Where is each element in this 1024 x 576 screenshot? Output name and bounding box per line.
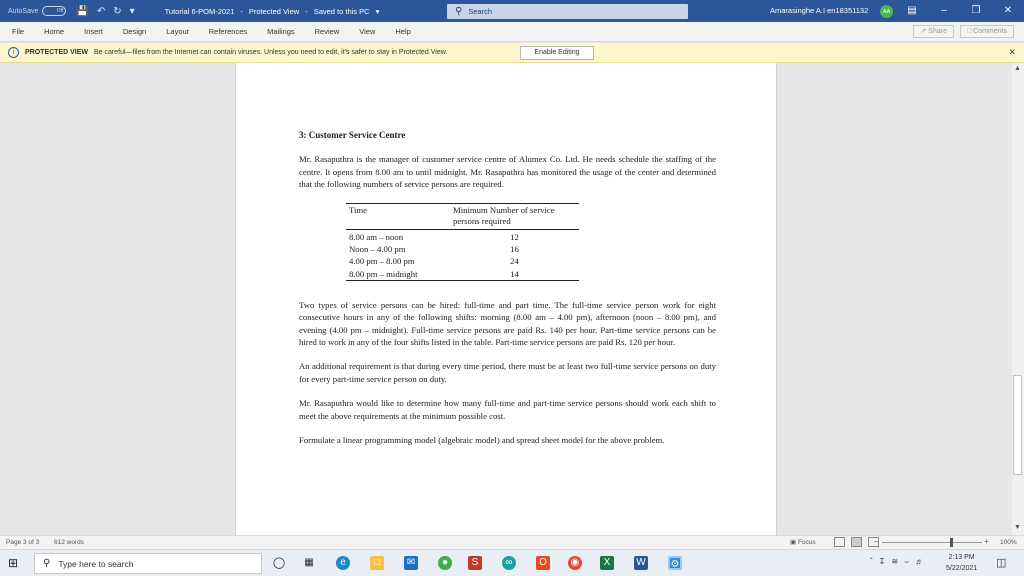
table-row (346, 229, 579, 243)
table-header-time: Time (346, 203, 450, 229)
clock-time: 2:13 PM (948, 554, 975, 561)
page-count[interactable]: Page 3 of 3 (6, 539, 40, 546)
close-icon[interactable]: ✕ (1003, 5, 1013, 16)
staffing-table (346, 203, 579, 281)
menu-review[interactable]: Review (314, 27, 340, 36)
doc-name: Tutorial 6-POM-2021 (164, 6, 235, 16)
customize-quick-access-icon[interactable]: ▾ (129, 5, 135, 17)
paragraph-task: Formulate a linear programming model (algebraic model) and spread sheet model for the above problem. (299, 435, 665, 446)
print-layout-icon[interactable] (851, 537, 862, 547)
search-box[interactable] (447, 4, 688, 19)
protected-view-message: Be careful—files from the Internet can contain viruses. Unless you need to edit, it's safer to stay in Protected View. (94, 49, 448, 56)
undo-icon[interactable]: ↶ (96, 5, 106, 17)
vertical-scrollbar[interactable] (1012, 63, 1024, 535)
table-cell-time: 8.00 pm – midnight (346, 268, 450, 281)
ribbon-display-icon[interactable]: ▤ (907, 5, 917, 16)
read-mode-icon[interactable] (834, 537, 845, 547)
download-icon[interactable]: ↧ (878, 557, 886, 566)
document-page[interactable] (235, 63, 777, 535)
wifi-icon[interactable]: ⌣ (904, 557, 910, 566)
menu-insert[interactable]: Insert (84, 27, 103, 36)
user-name[interactable]: Amarasinghe A.I en18351132 (770, 6, 869, 15)
share-label: Share (928, 28, 947, 35)
paragraph-intro: Mr. Rasaputhra is the manager of customer service centre of Alumex Co. Ltd. He needs schedule the staffing of the centre. It opens from 8.00 am to until midnight. Mr. Rasaputhra has monitored the usage of the center and determined that the following numbers of service persons are required. (299, 154, 716, 190)
zoom-knob[interactable] (950, 538, 953, 547)
search-icon: ⚲ (455, 6, 463, 17)
comments-button[interactable] (960, 25, 1014, 38)
document-content (299, 129, 716, 458)
share-button[interactable] (913, 25, 954, 38)
meeting-app-icon[interactable]: ∞ (502, 556, 516, 570)
file-explorer-icon[interactable]: □ (370, 556, 384, 570)
menu-mailings[interactable]: Mailings (267, 27, 295, 36)
close-icon[interactable]: ✕ (1008, 47, 1016, 57)
table-header-minimum: Minimum Number of service persons required (450, 203, 579, 229)
notification-icon[interactable]: ◫ (996, 557, 1007, 569)
save-icon[interactable]: 💾 (76, 5, 89, 17)
show-hidden-icons-icon[interactable]: ˆ (870, 557, 873, 566)
autosave-state: Off (56, 8, 64, 14)
save-status: Saved to this PC (313, 6, 370, 16)
office-app-icon[interactable]: S (468, 556, 482, 570)
restore-icon[interactable]: ❐ (971, 5, 981, 16)
comments-label: Comments (973, 28, 1007, 35)
comment-icon: □ (966, 28, 974, 35)
table-cell-time: 4.00 pm – 8.00 pm (349, 256, 415, 267)
protected-view-title: PROTECTED VIEW (25, 49, 89, 56)
table-row (346, 243, 579, 255)
table-cell-time: 8.00 am – noon (349, 231, 404, 242)
table-row (346, 268, 579, 281)
office-icon[interactable]: O (536, 556, 550, 570)
table-cell-value: 14 (450, 268, 579, 281)
share-icon: ↗ (920, 28, 929, 35)
search-placeholder: Search (468, 7, 493, 16)
cortana-icon[interactable]: ◯ (272, 557, 286, 569)
paragraph-shifts: Two types of service persons can be hired: full-time and part time. The full-time service person work for eight consecutive hours in any of the following shifts: morning (8.00 am – 4.00 pm), afternoon (noon – 8.00 pm), and evening (4.00 pm – midnight). Full-time service persons are paid Rs. 140 per hour. Part-time service persons can be hired to work in any of the four shifts listed in the table. Part-time service persons are paid Rs. 120 per hour. (299, 299, 716, 348)
scroll-thumb[interactable] (1013, 375, 1022, 475)
edge-icon[interactable]: e (336, 556, 350, 570)
excel-icon[interactable]: X (600, 556, 614, 570)
scroll-down-icon[interactable]: ▼ (1014, 524, 1021, 531)
windows-start-icon[interactable]: ⊞ (8, 556, 19, 570)
taskbar-search[interactable] (34, 553, 262, 574)
table-cell-time: Noon – 4.00 pm (349, 243, 406, 254)
paragraph-goal: Mr. Rasaputhra would like to determine how many full-time and part-time service persons should work each shift to meet the above requirements at the minimum possible cost. (299, 398, 716, 421)
volume-icon[interactable]: ♬ (915, 557, 924, 566)
enable-editing-button[interactable]: Enable Editing (520, 46, 594, 60)
table-cell-value: 24 (510, 256, 519, 267)
mail-icon[interactable]: ✉ (404, 556, 418, 570)
table-row (346, 255, 579, 267)
taskbar-clock[interactable] (946, 552, 977, 574)
taskbar (0, 549, 1024, 576)
autosave-toggle[interactable] (42, 6, 66, 16)
protected-view-bar (0, 43, 1024, 63)
document-title[interactable]: Tutorial 6-POM-2021 - Protected View - Saved to this PC ▾ (164, 6, 380, 16)
document-area[interactable] (0, 63, 1012, 535)
menu-view[interactable]: View (359, 27, 376, 36)
table-cell-value: 16 (510, 243, 519, 254)
settings-icon[interactable]: ⚙ (668, 556, 682, 570)
doc-mode: Protected View (248, 6, 300, 16)
focus-icon: ▣ (790, 539, 798, 546)
menu-design[interactable]: Design (122, 27, 147, 36)
menu-home[interactable]: Home (44, 27, 65, 36)
status-bar (0, 535, 1024, 549)
avatar[interactable]: AA (880, 5, 893, 18)
menu-bar (0, 22, 1024, 42)
chrome-icon[interactable]: ◉ (568, 556, 582, 570)
zoom-in-icon[interactable]: + (984, 537, 989, 546)
word-count[interactable]: 612 words (54, 539, 84, 546)
menu-file[interactable]: File (12, 27, 25, 36)
word-icon[interactable]: W (634, 556, 648, 570)
paragraph-requirement: An additional requirement is that during every time period, there must be at least two full-time service persons on duty for every part-time service person on duty. (299, 361, 716, 384)
zoom-level[interactable]: 100% (1000, 539, 1017, 546)
menu-layout[interactable]: Layout (166, 27, 189, 36)
network-icon[interactable]: ≋ (891, 557, 899, 566)
zoom-slider[interactable] (874, 537, 989, 546)
clock-date: 5/22/2021 (946, 565, 978, 572)
taskbar-search-placeholder: Type here to search (58, 558, 134, 569)
autosave-label: AutoSave (8, 7, 39, 15)
menu-help[interactable]: Help (395, 27, 411, 36)
focus-label: Focus (797, 539, 816, 546)
section-heading: 3: Customer Service Centre (299, 130, 406, 140)
search-icon: ⚲ (43, 558, 51, 569)
scroll-up-icon[interactable]: ▲ (1014, 65, 1021, 72)
info-icon: i (8, 47, 19, 58)
title-bar (0, 0, 1024, 22)
menu-references[interactable]: References (208, 27, 248, 36)
zoom-out-icon[interactable]: – (874, 537, 879, 546)
redo-icon[interactable]: ↻ (113, 5, 122, 17)
task-view-icon[interactable]: ▦ (304, 557, 314, 568)
table-cell-value: 12 (510, 231, 519, 242)
focus-button[interactable] (790, 538, 816, 546)
autosave-control[interactable] (8, 6, 66, 16)
chevron-down-icon: ▾ (375, 6, 380, 16)
minimize-icon[interactable]: – (941, 5, 947, 16)
system-tray (870, 557, 923, 567)
app-icon[interactable]: ● (438, 556, 452, 570)
